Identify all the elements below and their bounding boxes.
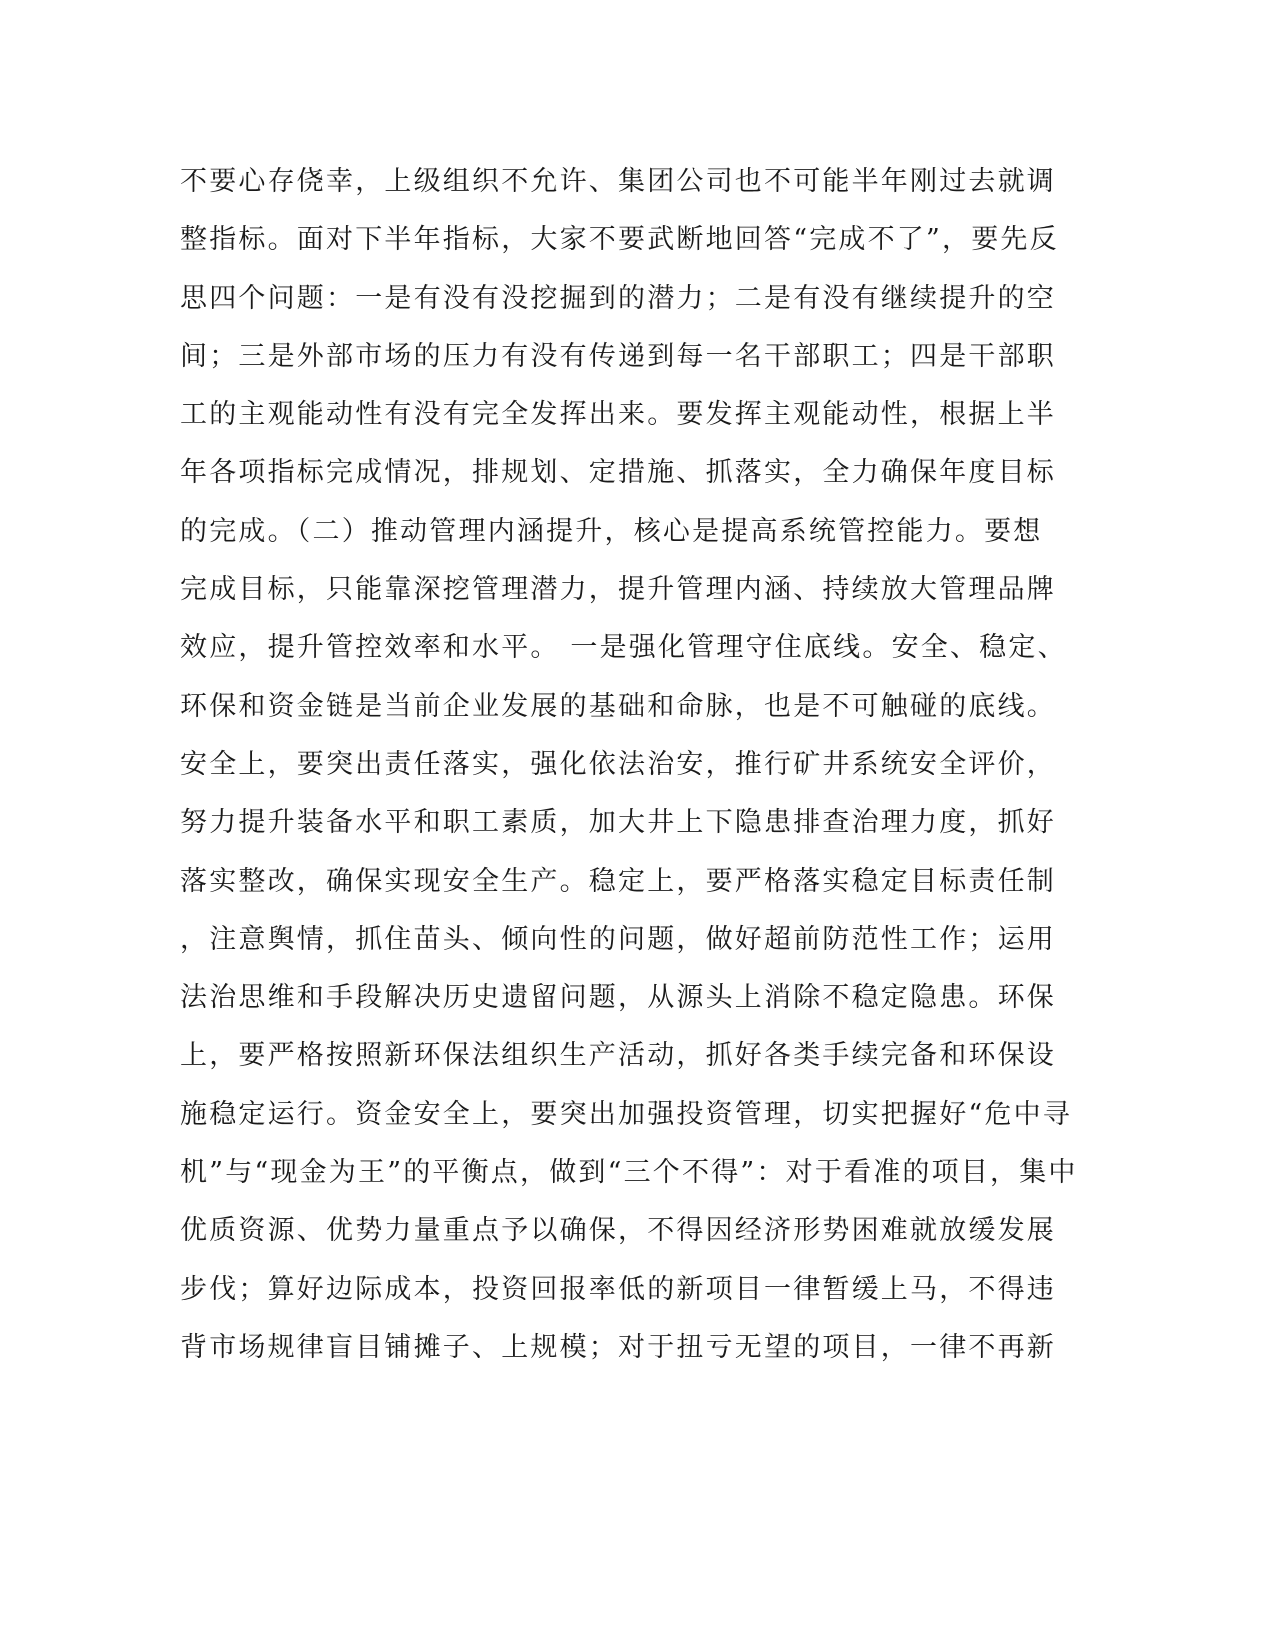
text-line-12: 努力提升装备水平和职工素质，加大井上下隐患排查治理力度，抓好 — [180, 807, 1056, 839]
text-line-13: 落实整改，确保实现安全生产。稳定上，要严格落实稳定目标责任制 — [180, 865, 1056, 897]
text-line-8: 完成目标，只能靠深挖管理潜力，提升管理内涵、持续放大管理品牌 — [180, 574, 1056, 606]
text-line-10: 环保和资金链是当前企业发展的基础和命脉，也是不可触碰的底线。 — [180, 690, 1056, 722]
text-line-15: 法治思维和手段解决历史遗留问题，从源头上消除不稳定隐患。环保 — [180, 982, 1056, 1014]
text-line-5: 工的主观能动性有没有完全发挥出来。要发挥主观能动性，根据上半 — [180, 399, 1056, 431]
text-line-3: 思四个问题：一是有没有没挖掘到的潜力；二是有没有继续提升的空 — [180, 282, 1056, 314]
body-text — [180, 158, 1078, 1382]
text-line-6: 年各项指标完成情况，排规划、定措施、抓落实，全力确保年度目标 — [180, 457, 1056, 489]
text-line-14: ，注意舆情，抓住苗头、倾向性的问题，做好超前防范性工作；运用 — [180, 923, 1056, 955]
text-line-2: 整指标。面对下半年指标，大家不要武断地回答“完成不了”，要先反 — [180, 224, 1059, 256]
text-line-7: 的完成。（二）推动管理内涵提升，核心是提高系统管控能力。要想 — [180, 515, 1043, 547]
text-line-11: 安全上，要突出责任落实，强化依法治安，推行矿井系统安全评价， — [180, 748, 1056, 780]
text-line-21: 背市场规律盲目铺摊子、上规模；对于扭亏无望的项目，一律不再新 — [180, 1331, 1056, 1363]
text-line-1: 不要心存侥幸，上级组织不允许、集团公司也不可能半年刚过去就调 — [180, 166, 1056, 197]
text-line-19: 优质资源、优势力量重点予以确保，不得因经济形势困难就放缓发展 — [180, 1215, 1056, 1247]
text-line-4: 间；三是外部市场的压力有没有传递到每一名干部职工；四是干部职 — [180, 340, 1056, 372]
text-line-17: 施稳定运行。资金安全上，要突出加强投资管理，切实把握好“危中寻 — [180, 1098, 1073, 1130]
text-line-20: 步伐；算好边际成本，投资回报率低的新项目一律暂缓上马，不得违 — [180, 1273, 1056, 1305]
text-line-16: 上，要严格按照新环保法组织生产活动，抓好各类手续完备和环保设 — [180, 1040, 1056, 1072]
text-line-9: 效应，提升管控效率和水平。 一是强化管理守住底线。安全、稳定、 — [180, 632, 1067, 664]
text-line-18: 机”与“现金为王”的平衡点，做到“三个不得”：对于看准的项目，集中 — [180, 1157, 1078, 1189]
